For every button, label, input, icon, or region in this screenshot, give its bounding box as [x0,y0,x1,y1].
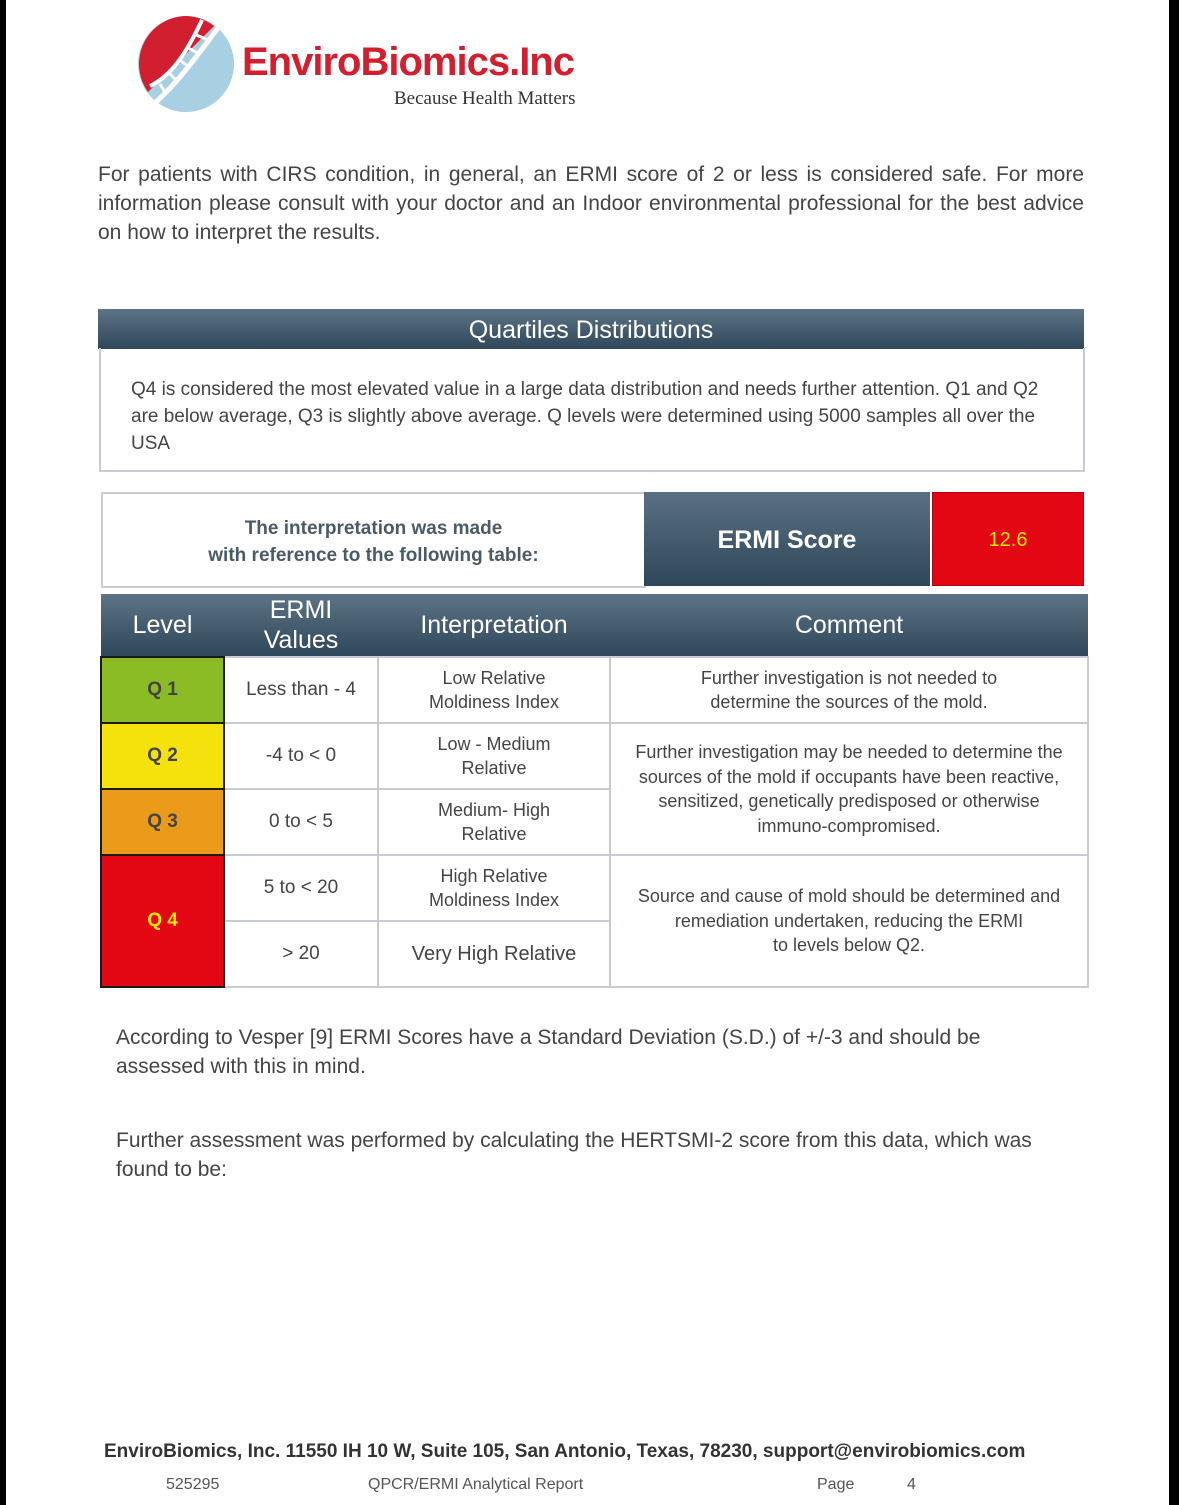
company-logo [136,14,616,118]
quartiles-title: Quartiles Distributions [98,309,1084,349]
footer-page-number: 4 [907,1476,916,1493]
quartiles-text: Q4 is considered the most elevated value in a large data distribution and needs further attention. Q1 and Q2 are below average, Q3 is slightly above average. Q levels were determined using 5000 samples all over the USA [131,379,1039,454]
level-q3: Q 3 [101,789,224,855]
table-row [101,855,1088,921]
interpretation-cell: Low - Medium Relative [378,723,610,789]
company-tagline: Because Health Matters [394,88,576,109]
page-edge-right [1169,0,1179,1505]
header-ermi-values: ERMI Values [224,594,378,657]
table-header-row [101,594,1088,657]
ermi-score-label: ERMI Score [644,492,930,586]
value-cell: 0 to < 5 [224,789,378,855]
header-level: Level [101,594,224,657]
interpretation-cell: Medium- High Relative [378,789,610,855]
level-q2: Q 2 [101,723,224,789]
table-row [101,723,1088,789]
reference-line-2: with reference to the following table: [208,545,539,566]
header-comment: Comment [610,594,1088,657]
reference-line-1: The interpretation was made [244,518,503,539]
company-name: EnviroBiomics.Inc [242,40,574,84]
level-q4: Q 4 [101,855,224,987]
table-row [101,657,1088,723]
value-cell: 5 to < 20 [224,855,378,921]
value-cell: -4 to < 0 [224,723,378,789]
header-interpretation: Interpretation [378,594,610,657]
value-cell: > 20 [224,921,378,987]
footer-report-name: QPCR/ERMI Analytical Report [368,1476,584,1493]
page-edge-left [0,0,6,1505]
value-cell: Less than - 4 [224,657,378,723]
ermi-score-value: 12.6 [932,492,1084,586]
hertsmi-paragraph: Further assessment was performed by calculating the HERTSMI-2 score from this data, which was found to be: [116,1129,1032,1181]
comment-q2-q3: Further investigation may be needed to determine the sources of the mold if occupants have been reactive, sensitized, genetically predisposed or otherwise immuno-compromised. [610,723,1088,855]
reference-note [101,492,646,588]
interpretation-cell: Very High Relative [378,921,610,987]
interpretation-cell: Low Relative Moldiness Index [378,657,610,723]
comment-q1: Further investigation is not needed to determine the sources of the mold. [610,657,1088,723]
interpretation-cell: High Relative Moldiness Index [378,855,610,921]
quartiles-box [99,348,1085,472]
footer-page-label: Page [817,1476,855,1493]
reference-text [103,515,644,569]
footer-report-id: 525295 [166,1476,220,1493]
comment-q4: Source and cause of mold should be determined and remediation undertaken, reducing the ERMI to levels below Q2. [610,855,1088,987]
level-q1: Q 1 [101,657,224,723]
vesper-paragraph: According to Vesper [9] ERMI Scores have a Standard Deviation (S.D.) of +/-3 and should be assessed with this in mind. [116,1026,981,1078]
dna-logo-icon [136,14,236,114]
footer-address: EnviroBiomics, Inc. 11550 IH 10 W, Suite 105, San Antonio, Texas, 78230, support@envirobiomics.com [104,1441,1026,1462]
intro-paragraph: For patients with CIRS condition, in general, an ERMI score of 2 or less is considered safe. For more information please consult with your doctor and an Indoor environmental professional for the best advice on how to interpret the results. [98,163,1084,244]
ermi-interpretation-table [100,594,1089,988]
